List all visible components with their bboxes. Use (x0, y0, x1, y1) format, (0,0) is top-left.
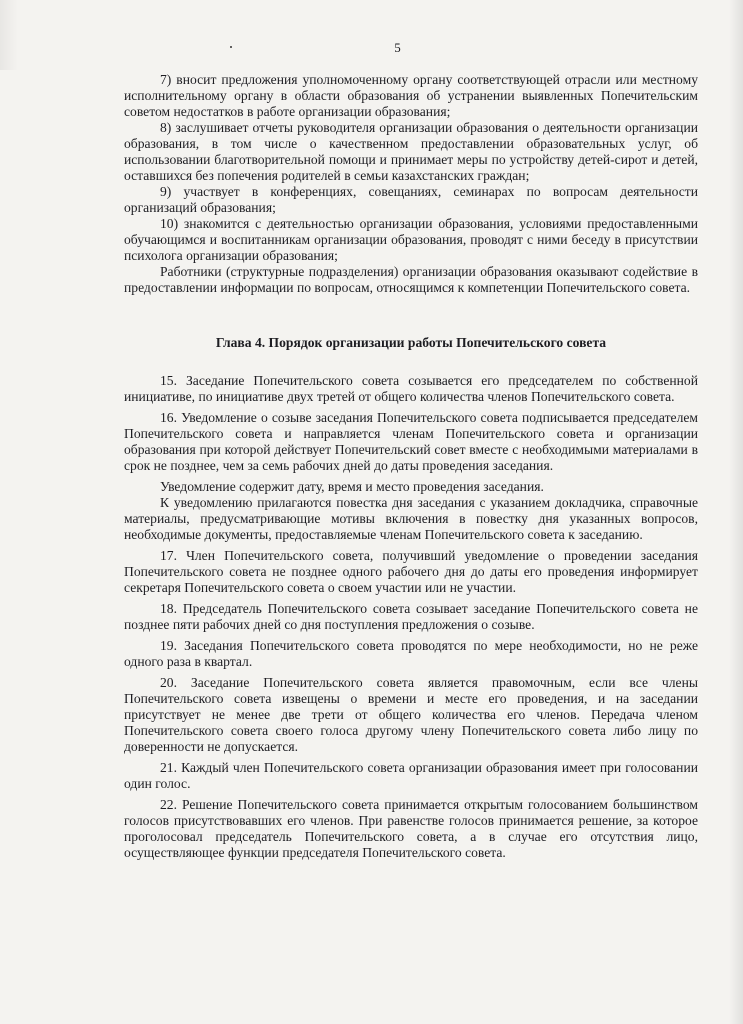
paragraph-21: 21. Каждый член Попечительского совета организации образования имеет при голосовании один голос. (124, 760, 698, 791)
paragraph-notice-attachments: К уведомлению прилагаются повестка дня заседания с указанием докладчика, справочные материалы, предусматривающие мотивы включения в повестку дня указанных вопросов, необходимые документы, предоставляемые членам Попечительского совета к заседанию. (124, 495, 698, 542)
chapter-heading: Глава 4. Порядок организации работы Попечительского совета (215, 335, 607, 350)
paragraph-item-8: 8) заслушивает отчеты руководителя организации образования о деятельности организации образования, в том числе о качественном предоставлении образовательных услуг, об использовании благотворительной помощи и принимает меры по устройству детей-сирот и детей, оставшихся без попечения родителей в семьи казахстанских граждан; (124, 120, 698, 183)
paragraph-17: 17. Член Попечительского совета, получивший уведомление о проведении заседания Попечительского совета не позднее одного рабочего дня до даты его проведения информирует секретаря Попечительского совета о своем участии или не участии. (124, 548, 698, 595)
paragraph-19: 19. Заседания Попечительского совета проводятся по мере необходимости, но не реже одного раза в квартал. (124, 638, 698, 669)
page-number: 5 (394, 40, 401, 55)
scan-right-edge (729, 0, 743, 1024)
paragraph-18: 18. Председатель Попечительского совета созывает заседание Попечительского совета не позднее пяти рабочих дней со дня поступления предложения о созыве. (124, 601, 698, 632)
paragraph-item-10: 10) знакомится с деятельностью организации образования, условиями предоставленными обучающимся и воспитанникам организации образования, проводят с ними беседу в присутствии психолога организации образования; (124, 216, 698, 263)
paragraph-22: 22. Решение Попечительского совета принимается открытым голосованием большинством голосов присутствовавших его членов. При равенстве голосов принимается решение, за которое проголосовал председатель Попечительского совета, а в случае его отсутствия лицо, осуществляющее функции председателя Попечительского совета. (124, 797, 698, 860)
paragraph-notice-contents: Уведомление содержит дату, время и место проведения заседания. (160, 479, 544, 494)
paragraph-20: 20. Заседание Попечительского совета является правомочным, если все члены Попечительского совета извещены о времени и месте его проведения, и на заседании присутствует не менее две трети от общего количества его членов. Передача членом Попечительского совета своего голоса другому члену Попечительского совета либо лицу по доверенности не допускается. (124, 675, 698, 754)
paragraph-16: 16. Уведомление о созыве заседания Попечительского совета подписывается председателем Попечительского совета и направляется членам Попечительского совета и организации образования при которой действует Попечительский совет вместе с необходимыми материалами в срок не позднее, чем за семь рабочих дней до даты проведения заседания. (124, 410, 698, 473)
scan-edge-shadow (0, 0, 18, 70)
paragraph-item-9: 9) участвует в конференциях, совещаниях, семинарах по вопросам деятельности организаций образования; (124, 184, 698, 215)
paragraph-workers: Работники (структурные подразделения) организации образования оказывают содействие в предоставлении информации по вопросам, относящимся к компетенции Попечительского совета. (124, 264, 698, 295)
document-body (124, 72, 698, 861)
paragraph-15: 15. Заседание Попечительского совета созывается его председателем по собственной инициативе, по инициативе двух третей от общего количества членов Попечительского совета. (124, 373, 698, 404)
paragraph-item-7: 7) вносит предложения уполномоченному органу соответствующей отрасли или местному исполнительному органу в области образования об устранении выявленных Попечительским советом недостатков в работе организации образования; (124, 72, 698, 119)
